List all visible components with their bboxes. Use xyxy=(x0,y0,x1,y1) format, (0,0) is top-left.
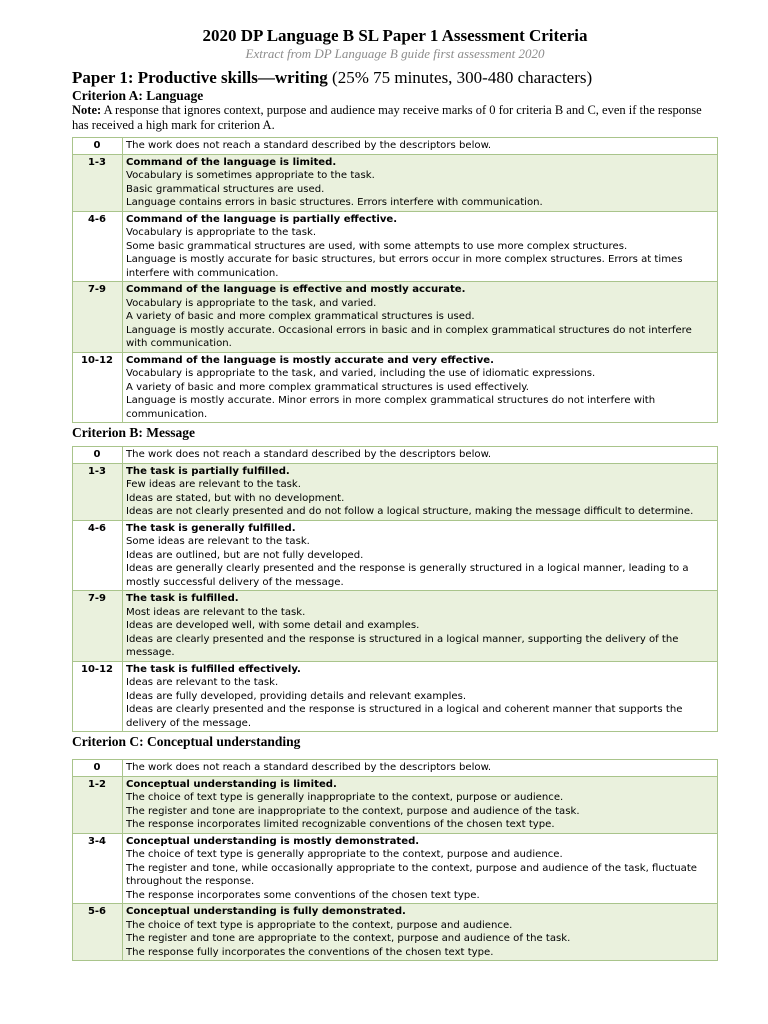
mark-band: 1-3 xyxy=(73,463,123,520)
paper-heading xyxy=(72,68,718,88)
descriptor-line: Ideas are clearly presented and the response is structured in a logical manner, supporting the delivery of the message. xyxy=(126,633,679,658)
criterion-c-heading: Criterion C: Conceptual understanding xyxy=(72,734,301,749)
document-title: 2020 DP Language B SL Paper 1 Assessment Criteria xyxy=(202,26,588,45)
descriptor-line: Ideas are fully developed, providing details and relevant examples. xyxy=(126,690,467,702)
criterion-c-table xyxy=(72,759,718,961)
descriptor-line: Vocabulary is sometimes appropriate to the task. xyxy=(126,170,375,181)
descriptor-line: Vocabulary is appropriate to the task, and varied, including the use of idiomatic expressions. xyxy=(126,368,596,379)
descriptor-heading: Command of the language is mostly accurate and very effective. xyxy=(126,354,494,366)
rubric-row xyxy=(73,591,718,662)
descriptor-line: Language is mostly accurate. Occasional errors in basic and in complex grammatical structures do not interfere with communication. xyxy=(126,324,692,349)
descriptor-heading: The task is fulfilled. xyxy=(126,593,239,604)
mark-band: 4-6 xyxy=(73,211,123,282)
descriptor-heading: Command of the language is effective and mostly accurate. xyxy=(126,284,466,295)
mark-band: 1-3 xyxy=(73,154,123,211)
rubric-row xyxy=(73,904,718,961)
mark-band: 0 xyxy=(73,760,123,777)
note-text: A response that ignores context, purpose and audience may receive marks of 0 for criteria B and C, even if the response has received a high mark for criterion A. xyxy=(72,103,702,132)
mark-band: 5-6 xyxy=(73,904,123,961)
descriptor-cell xyxy=(123,591,718,662)
paper-heading-detail: (25% 75 minutes, 300-480 characters) xyxy=(332,68,593,87)
descriptor-heading: Conceptual understanding is limited. xyxy=(126,778,337,790)
descriptor-line: The response incorporates limited recognizable conventions of the chosen text type. xyxy=(126,819,555,830)
descriptor-line: Most ideas are relevant to the task. xyxy=(126,606,306,618)
descriptor-line: A variety of basic and more complex grammatical structures is used effectively. xyxy=(126,381,530,393)
descriptor-heading: Conceptual understanding is mostly demonstrated. xyxy=(126,835,420,847)
document-page xyxy=(72,26,718,961)
descriptor-cell xyxy=(123,352,718,423)
descriptor-cell xyxy=(123,138,718,155)
descriptor-cell xyxy=(123,904,718,961)
rubric-row xyxy=(73,211,718,282)
rubric-row xyxy=(73,352,718,423)
descriptor-line: A variety of basic and more complex grammatical structures is used. xyxy=(126,311,475,322)
descriptor-cell xyxy=(123,833,718,904)
descriptor-line: The response incorporates some conventions of the chosen text type. xyxy=(126,889,480,901)
criterion-b-table xyxy=(72,446,718,732)
mark-band: 0 xyxy=(73,138,123,155)
descriptor-line: Language is mostly accurate. Minor errors in more complex grammatical structures do not interfere with communication. xyxy=(126,395,656,420)
rubric-row xyxy=(73,447,718,464)
descriptor-line: The work does not reach a standard described by the descriptors below. xyxy=(126,449,492,460)
descriptor-line: Ideas are outlined, but are not fully developed. xyxy=(126,549,364,561)
mark-band: 0 xyxy=(73,447,123,464)
descriptor-cell xyxy=(123,282,718,353)
descriptor-line: Vocabulary is appropriate to the task. xyxy=(126,227,317,238)
document-subtitle: Extract from DP Language B guide first assessment 2020 xyxy=(245,46,545,61)
descriptor-line: Ideas are relevant to the task. xyxy=(126,677,279,688)
descriptor-line: Some basic grammatical structures are used, with some attempts to use more complex structures. xyxy=(126,240,628,252)
descriptor-line: Basic grammatical structures are used. xyxy=(126,183,325,195)
mark-band: 10-12 xyxy=(73,352,123,423)
mark-band: 7-9 xyxy=(73,591,123,662)
descriptor-cell xyxy=(123,447,718,464)
descriptor-line: The choice of text type is generally inappropriate to the context, purpose or audience. xyxy=(126,792,564,803)
mark-band: 1-2 xyxy=(73,776,123,833)
descriptor-line: Some ideas are relevant to the task. xyxy=(126,536,310,547)
descriptor-line: Ideas are developed well, with some detail and examples. xyxy=(126,620,420,631)
mark-band: 7-9 xyxy=(73,282,123,353)
rubric-row xyxy=(73,833,718,904)
mark-band: 10-12 xyxy=(73,661,123,732)
descriptor-heading: The task is generally fulfilled. xyxy=(126,522,296,534)
criterion-b-heading: Criterion B: Message xyxy=(72,425,195,440)
descriptor-line: Ideas are not clearly presented and do not follow a logical structure, making the message difficult to determine. xyxy=(126,506,694,517)
descriptor-line: The work does not reach a standard described by the descriptors below. xyxy=(126,140,492,151)
descriptor-line: The work does not reach a standard described by the descriptors below. xyxy=(126,762,492,773)
criterion-a-table xyxy=(72,137,718,423)
descriptor-line: Vocabulary is appropriate to the task, and varied. xyxy=(126,297,377,309)
rubric-row xyxy=(73,776,718,833)
spacer xyxy=(72,749,718,759)
descriptor-heading: The task is partially fulfilled. xyxy=(126,465,290,477)
descriptor-heading: Conceptual understanding is fully demonstrated. xyxy=(126,906,406,917)
descriptor-line: Ideas are generally clearly presented and the response is generally structured in a logical manner, leading to a mostly successful delivery of the message. xyxy=(126,563,689,588)
rubric-row xyxy=(73,138,718,155)
rubric-row xyxy=(73,154,718,211)
descriptor-heading: Command of the language is limited. xyxy=(126,156,337,168)
descriptor-cell xyxy=(123,760,718,777)
descriptor-line: The choice of text type is generally appropriate to the context, purpose and audience. xyxy=(126,849,563,860)
descriptor-line: Few ideas are relevant to the task. xyxy=(126,479,301,490)
descriptor-line: The register and tone are appropriate to the context, purpose and audience of the task. xyxy=(126,933,571,944)
rubric-row xyxy=(73,661,718,732)
descriptor-line: Language is mostly accurate for basic structures, but errors occur in more complex structures. Errors at times interfere with communication. xyxy=(126,254,683,279)
paper-heading-main: Paper 1: Productive skills—writing xyxy=(72,68,328,87)
descriptor-line: The choice of text type is appropriate to the context, purpose and audience. xyxy=(126,919,513,931)
criterion-a-heading: Criterion A: Language xyxy=(72,88,204,103)
descriptor-cell xyxy=(123,520,718,591)
criterion-a-note xyxy=(72,103,718,133)
mark-band: 4-6 xyxy=(73,520,123,591)
descriptor-line: Ideas are stated, but with no development. xyxy=(126,492,345,504)
descriptor-heading: Command of the language is partially effective. xyxy=(126,213,398,225)
mark-band: 3-4 xyxy=(73,833,123,904)
descriptor-cell xyxy=(123,154,718,211)
rubric-row xyxy=(73,282,718,353)
descriptor-line: Language contains errors in basic structures. Errors interfere with communication. xyxy=(126,197,543,208)
descriptor-cell xyxy=(123,211,718,282)
descriptor-cell xyxy=(123,776,718,833)
descriptor-line: The register and tone, while occasionally appropriate to the context, purpose and audience of the task, fluctuate throughout the response. xyxy=(126,862,697,887)
note-label: Note: xyxy=(72,103,102,117)
descriptor-line: Ideas are clearly presented and the response is structured in a logical and coherent manner that supports the delivery of the message. xyxy=(126,704,683,729)
rubric-row xyxy=(73,463,718,520)
descriptor-line: The register and tone are inappropriate to the context, purpose and audience of the task. xyxy=(126,805,580,817)
descriptor-cell xyxy=(123,463,718,520)
descriptor-heading: The task is fulfilled effectively. xyxy=(126,663,301,675)
rubric-row xyxy=(73,760,718,777)
descriptor-line: The response fully incorporates the conventions of the chosen text type. xyxy=(126,946,494,958)
rubric-row xyxy=(73,520,718,591)
descriptor-cell xyxy=(123,661,718,732)
